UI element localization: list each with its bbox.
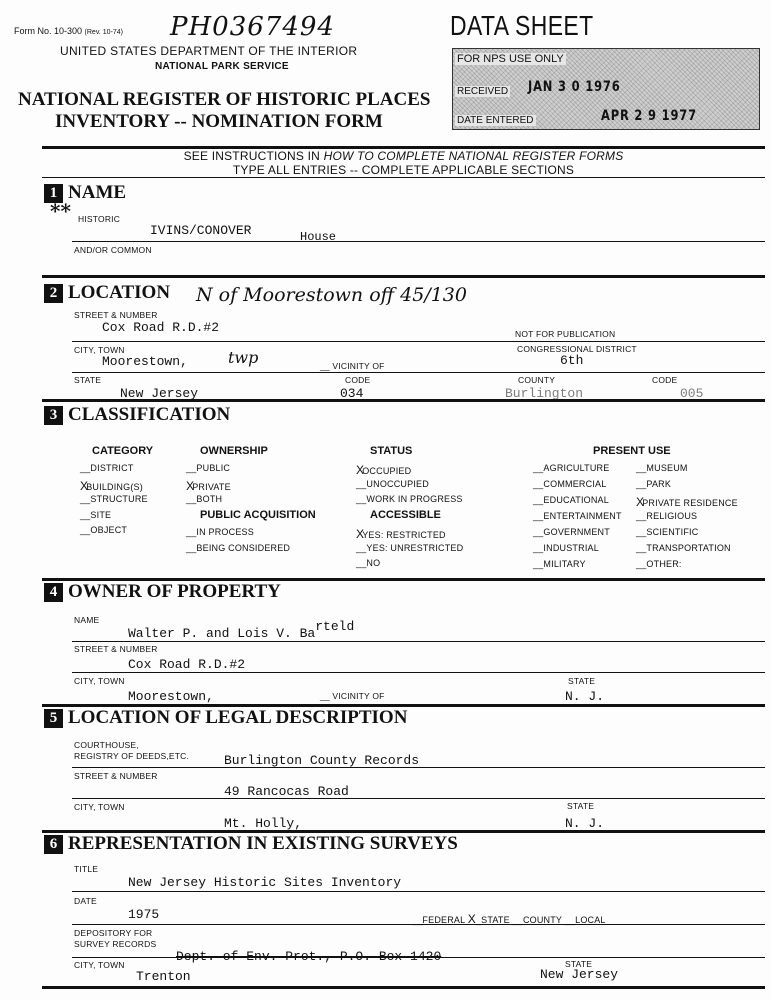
checkbox-blank: __ [356, 478, 367, 489]
present-use-heading: PRESENT USE [593, 445, 671, 457]
ownership-option-private [186, 479, 231, 493]
owner-vicinity-label: __ VICINITY OF [320, 691, 385, 701]
option-label: EDUCATIONAL [543, 495, 609, 505]
state-option: STATE [481, 915, 510, 925]
status-option-work-in-progress [356, 494, 463, 504]
checkbox-blank: __ [80, 509, 91, 520]
present-use-option-entertainment [533, 511, 622, 521]
owner-name-label: NAME [74, 615, 100, 625]
present-use-option-industrial [533, 543, 599, 553]
checkbox-blank: __ [80, 525, 91, 535]
survey-title-value: New Jersey Historic Sites Inventory [128, 875, 402, 890]
nps-box-label: FOR NPS USE ONLY [457, 53, 564, 65]
divider [72, 957, 765, 958]
checkbox-blank: __ [186, 542, 197, 553]
checkbox-blank: __ [186, 463, 197, 473]
owner-name-value [128, 619, 355, 641]
date-entered-label: DATE ENTERED [457, 115, 534, 126]
present-use-option-commercial [533, 479, 606, 489]
section-2-number: 2 [44, 284, 63, 303]
section-6-title: REPRESENTATION IN EXISTING SURVEYS [68, 833, 458, 854]
county-label: COUNTY [518, 375, 556, 385]
state-code-value: 034 [340, 386, 364, 401]
divider [72, 891, 765, 892]
vicinity-text: VICINITY OF [332, 361, 385, 371]
checkbox-blank: __ [636, 527, 647, 537]
county-option: COUNTY [522, 915, 562, 925]
status-option-unoccupied [356, 479, 429, 489]
acquisition-option-in-process [186, 527, 254, 537]
option-label: PUBLIC [196, 463, 231, 473]
form-number-text: Form No. 10-300 [14, 26, 83, 36]
instructions-reference: HOW TO COMPLETE NATIONAL REGISTER FORMS [323, 149, 624, 163]
city-label: CITY, TOWN [74, 345, 125, 355]
present-use-option-park [636, 479, 671, 489]
present-use-option-scientific [636, 527, 698, 537]
survey-date-value: 1975 [128, 907, 160, 922]
section-5-title: LOCATION OF LEGAL DESCRIPTION [68, 707, 408, 728]
local-option: LOCAL [575, 915, 606, 925]
nps-use-only-box [452, 48, 760, 130]
divider [42, 399, 765, 402]
county-code-value: 005 [680, 386, 704, 401]
divider [72, 241, 765, 242]
survey-state-label: STATE [565, 959, 593, 969]
depository-label-line2: SURVEY RECORDS [74, 939, 157, 949]
checkbox-mark: X [356, 527, 365, 541]
option-label: OCCUPIED [362, 466, 412, 476]
courthouse-label-line2: REGISTRY OF DEEDS,ETC. [74, 751, 190, 761]
present-use-option-transportation [636, 543, 731, 553]
common-name-label: AND/OR COMMON [74, 245, 152, 255]
owner-name-raised: rteld [315, 619, 355, 634]
date-entered-stamp: APR 2 9 1977 [601, 108, 697, 124]
section-3-number: 3 [44, 406, 63, 425]
checkbox-blank: __ [533, 559, 544, 569]
instructions-line2: TYPE ALL ENTRIES -- COMPLETE APPLICABLE SECTIONS [232, 163, 575, 177]
checkbox-blank: __ [533, 479, 544, 489]
present-use-option-government [533, 527, 610, 537]
checkbox-blank: __ [636, 463, 647, 473]
checkbox-blank: __ [533, 495, 544, 505]
checkbox-blank: __ [533, 511, 544, 521]
survey-city-value: Trenton [136, 969, 191, 984]
option-label: AGRICULTURE [543, 463, 610, 473]
category-option-building-s [80, 479, 143, 493]
option-label: OTHER: [646, 559, 682, 569]
category-heading: CATEGORY [92, 445, 154, 457]
form-number [14, 26, 123, 36]
city-value: Moorestown, [102, 354, 188, 369]
state-value: New Jersey [120, 386, 199, 401]
divider [42, 986, 765, 989]
divider [72, 341, 765, 342]
instructions-line1 [42, 149, 765, 163]
checkbox-blank: __ [636, 559, 647, 569]
form-revision: (Rev. 10-74) [84, 29, 123, 36]
service-name: NATIONAL PARK SERVICE [155, 61, 289, 72]
divider [42, 177, 765, 178]
not-for-publication-label: NOT FOR PUBLICATION [515, 329, 616, 339]
instructions-prefix: SEE INSTRUCTIONS IN [183, 149, 324, 163]
congressional-district-value: 6th [560, 353, 584, 368]
ownership-option-public [186, 463, 230, 473]
divider [72, 924, 765, 925]
legal-state-value: N. J. [565, 816, 605, 831]
category-option-site [80, 510, 111, 520]
section-2-title: LOCATION [68, 282, 171, 303]
option-label: MILITARY [543, 559, 586, 569]
accessible-option-no [356, 558, 380, 568]
handwritten-reference-number: PH0367494 [170, 12, 335, 42]
historic-handwritten-mark: ** [50, 199, 71, 223]
present-use-option-military [533, 559, 586, 569]
legal-state-label: STATE [567, 801, 595, 811]
form-title-line2: INVENTORY -- NOMINATION FORM [55, 111, 383, 132]
ownership-heading: OWNERSHIP [200, 445, 268, 457]
depository-label-line1: DEPOSITORY FOR [74, 928, 153, 938]
section-6-number: 6 [44, 835, 63, 854]
checkbox-blank: __ [356, 494, 367, 504]
historic-name-value: IVINS/CONOVER [150, 223, 252, 238]
depository-value: Dept. of Env. Prot., P.O. Box 1420 [176, 949, 442, 964]
legal-city-value: Mt. Holly, [224, 816, 303, 831]
option-label: ENTERTAINMENT [543, 511, 622, 521]
county-code-label: CODE [652, 375, 678, 385]
legal-street-label: STREET & NUMBER [74, 771, 158, 781]
agency-name: UNITED STATES DEPARTMENT OF THE INTERIOR [60, 44, 358, 58]
data-sheet-title: DATA SHEET [450, 10, 594, 41]
divider [72, 798, 765, 799]
checkbox-blank: __ [636, 543, 647, 553]
checkbox-mark: X [186, 478, 195, 493]
option-label: WORK IN PROGRESS [366, 494, 463, 504]
checkbox-blank: __ [533, 543, 544, 553]
owner-city-value: Moorestown, [128, 689, 214, 704]
divider [72, 372, 765, 373]
survey-city-label: CITY, TOWN [74, 960, 125, 970]
section-4-number: 4 [44, 583, 63, 602]
courthouse-label-line1: COURTHOUSE, [74, 740, 139, 750]
vicinity-label: __ VICINITY OF [320, 361, 385, 371]
form-title-line1: NATIONAL REGISTER OF HISTORIC PLACES [18, 89, 431, 110]
option-label: COMMERCIAL [543, 479, 607, 489]
option-label: BUILDING(S) [86, 481, 143, 492]
legal-street-value: 49 Rancocas Road [224, 784, 349, 799]
survey-date-label: DATE [74, 896, 97, 906]
congressional-district-label: CONGRESSIONAL DISTRICT [517, 344, 637, 354]
checkbox-blank: __ [533, 463, 544, 473]
owner-city-label: CITY, TOWN [74, 676, 125, 686]
owner-state-value: N. J. [565, 689, 605, 704]
survey-state-value: New Jersey [540, 967, 619, 982]
received-date-stamp: JAN 3 0 1976 [528, 79, 621, 95]
checkbox-blank: __ [356, 542, 367, 553]
option-label: TRANSPORTATION [646, 543, 731, 553]
option-label: PRIVATE [192, 481, 231, 492]
divider [72, 641, 765, 642]
accessible-heading: ACCESSIBLE [370, 509, 441, 521]
checkbox-blank: __ [533, 527, 544, 537]
owner-name-main: Walter P. and Lois V. Ba [128, 626, 316, 641]
historic-label: HISTORIC [78, 214, 121, 224]
owner-state-label: STATE [568, 676, 596, 686]
state-code-label: CODE [345, 375, 371, 385]
present-use-option-religious [636, 511, 697, 521]
survey-title-label: TITLE [74, 864, 99, 874]
option-label: IN PROCESS [196, 527, 254, 537]
checkbox-blank: __ [186, 494, 197, 504]
acquisition-option-being-considered [186, 543, 290, 553]
option-label: OBJECT [90, 525, 128, 535]
present-use-option-museum [636, 463, 688, 473]
received-label: RECEIVED [457, 86, 509, 97]
street-label: STREET & NUMBER [74, 310, 158, 320]
checkbox-mark: X [636, 495, 645, 509]
location-handwritten-note: N of Moorestown off 45/130 [196, 284, 467, 306]
checkbox-mark: X [80, 478, 89, 493]
checkbox-blank: __ [636, 511, 647, 521]
section-1-title: NAME [68, 182, 127, 203]
checkbox-blank: __ [356, 558, 367, 568]
status-option-occupied [356, 463, 411, 477]
present-use-option-agriculture [533, 463, 609, 473]
owner-street-value: Cox Road R.D.#2 [128, 657, 246, 672]
category-option-object [80, 525, 127, 535]
option-label: BOTH [196, 494, 223, 504]
option-label: SCIENTIFIC [646, 527, 699, 537]
option-label: DISTRICT [90, 463, 134, 473]
option-label: RELIGIOUS [646, 511, 698, 521]
option-label: YES: RESTRICTED [362, 530, 446, 540]
public-acquisition-heading: PUBLIC ACQUISITION [200, 509, 316, 521]
divider [42, 275, 765, 278]
option-label: PRIVATE RESIDENCE [642, 498, 738, 508]
survey-level-options: __FEDERAL X_STATE __COUNTY __LOCAL [412, 912, 606, 926]
option-label: MUSEUM [646, 463, 688, 473]
street-value: Cox Road R.D.#2 [102, 320, 220, 335]
option-label: GOVERNMENT [543, 527, 610, 537]
county-value: Burlington [505, 386, 584, 401]
option-label: SITE [90, 509, 112, 520]
checkbox-blank: __ [186, 527, 197, 537]
checkbox-blank: __ [80, 494, 91, 504]
checkbox-mark: X [356, 463, 365, 477]
owner-vicinity-text: VICINITY OF [332, 691, 385, 701]
federal-option: FEDERAL [422, 915, 465, 925]
state-option-mark: X [467, 912, 476, 926]
courthouse-value: Burlington County Records [224, 753, 420, 768]
historic-name-extra: House [300, 230, 337, 244]
category-option-structure [80, 494, 148, 504]
section-1-number: 1 [44, 184, 63, 203]
section-3-title: CLASSIFICATION [68, 404, 231, 425]
divider [72, 767, 765, 768]
status-heading: STATUS [370, 445, 413, 457]
present-use-option-other [636, 559, 682, 569]
city-handwritten-addition: twp [228, 348, 259, 367]
category-option-district [80, 463, 134, 473]
ownership-option-both [186, 494, 222, 504]
option-label: BEING CONSIDERED [196, 542, 291, 553]
state-label: STATE [74, 375, 102, 385]
divider [72, 672, 765, 673]
checkbox-blank: __ [80, 463, 91, 473]
accessible-option-yes-unrestricted [356, 543, 463, 553]
option-label: STRUCTURE [90, 494, 148, 504]
legal-city-label: CITY, TOWN [74, 802, 125, 812]
option-label: UNOCCUPIED [366, 478, 429, 489]
section-5-number: 5 [44, 709, 63, 728]
owner-street-label: STREET & NUMBER [74, 644, 158, 654]
option-label: NO [366, 558, 381, 568]
option-label: PARK [646, 479, 672, 489]
accessible-option-yes-restricted [356, 527, 446, 541]
checkbox-blank: __ [636, 479, 647, 489]
option-label: YES: UNRESTRICTED [366, 542, 464, 553]
section-4-title: OWNER OF PROPERTY [68, 581, 281, 602]
present-use-option-private-residence [636, 495, 738, 509]
option-label: INDUSTRIAL [543, 543, 599, 553]
present-use-option-educational [533, 495, 609, 505]
